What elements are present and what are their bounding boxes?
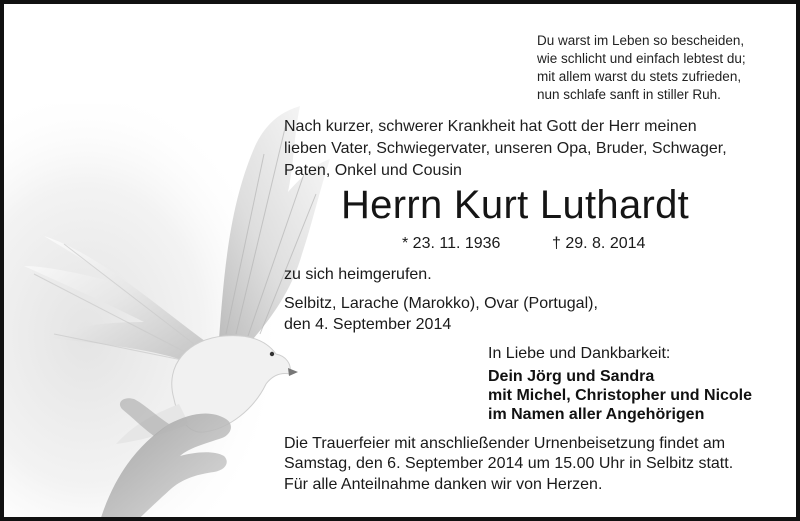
- deceased-name: Herrn Kurt Luthardt: [341, 183, 690, 227]
- called-home-text: zu sich heimgerufen.: [284, 266, 432, 283]
- death-announcement-intro: Nach kurzer, schwerer Krankheit hat Gott der Herr meinen lieben Vater, Schwiegervater, unseren Opa, Bruder, Schwager, Paten, Onkel und Cousin: [284, 118, 727, 179]
- birth-date: * 23. 11. 1936: [402, 235, 501, 252]
- funeral-ceremony-info: Die Trauerfeier mit anschließender Urnenbeisetzung findet am Samstag, den 6. September 2014 um 15.00 Uhr in Selbitz statt.: [284, 435, 734, 472]
- thanks-line: Für alle Anteilnahme danken wir von Herzen.: [284, 476, 603, 493]
- mourners-names: Dein Jörg und Sandra mit Michel, Christopher und Nicole im Namen aller Angehörigen: [488, 368, 753, 423]
- death-date: † 29. 8. 2014: [552, 235, 646, 252]
- memorial-poem: Du warst im Leben so bescheiden, wie schlicht und einfach lebtest du; mit allem warst du stets zufrieden, nun schlafe sanft in stiller Ruh.: [537, 33, 746, 102]
- gratitude-line: In Liebe und Dankbarkeit:: [488, 345, 671, 362]
- place-and-date: Selbitz, Larache (Marokko), Ovar (Portugal), den 4. September 2014: [284, 295, 598, 333]
